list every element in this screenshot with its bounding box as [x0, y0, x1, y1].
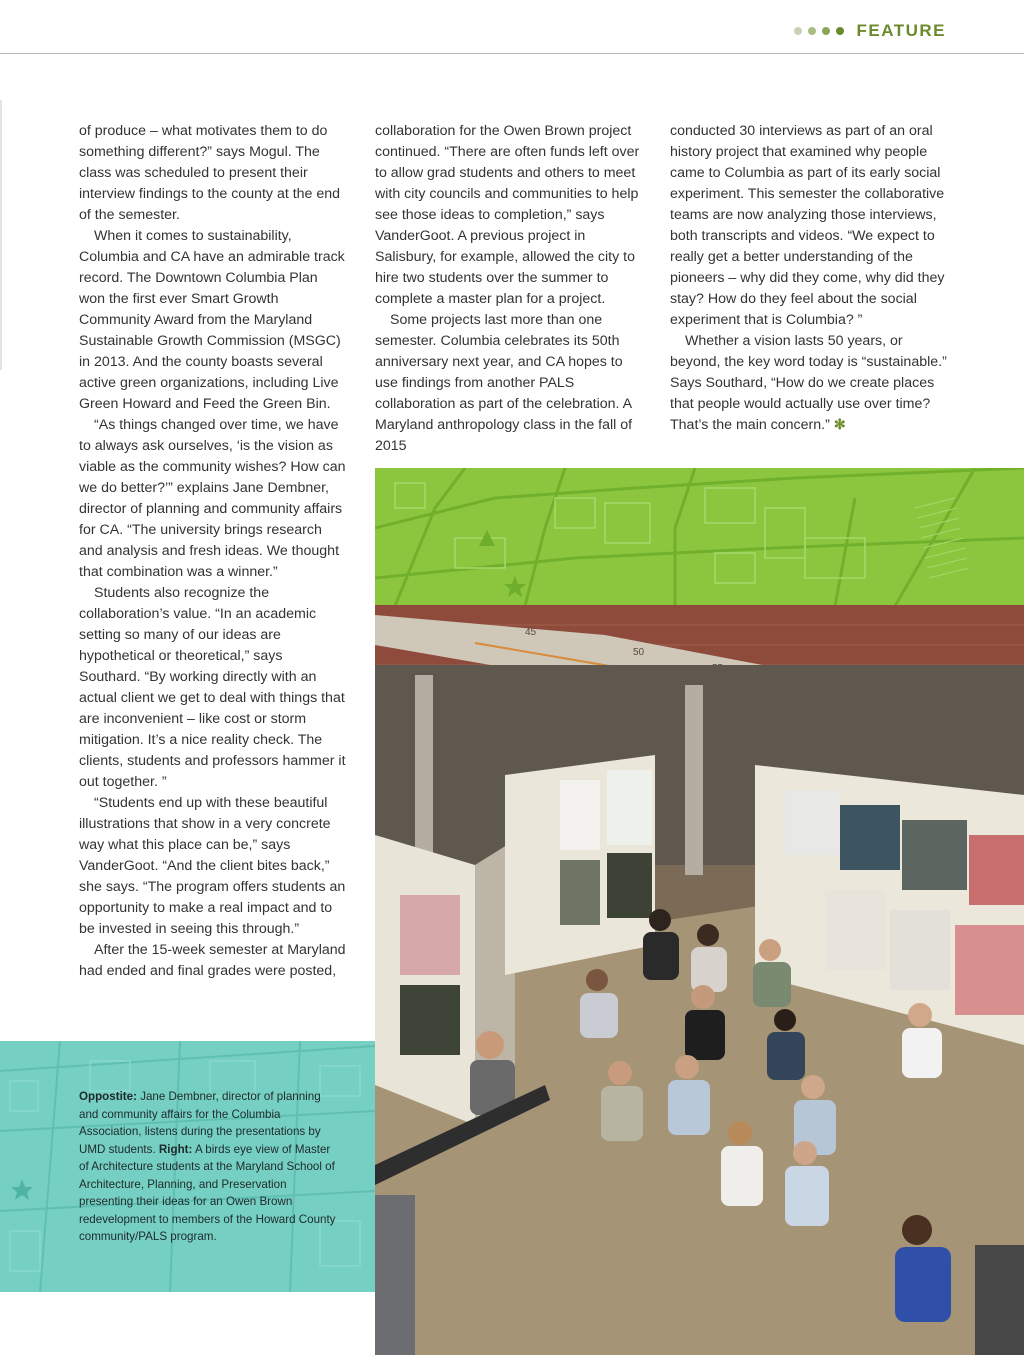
end-mark-icon: ✻: [833, 417, 846, 433]
paragraph: conducted 30 interviews as part of an oral history project that examined why people came to Columbia as part of its early social experiment. This semester the collaborative teams are now analyzing those interviews, both transcripts and videos. “We expect to really get a better understanding of the pioneers – why did they come, why did they stay? How do they feel about the social experiment that is Columbia? ”: [670, 123, 945, 328]
paragraph: [670, 331, 948, 436]
paragraph: collaboration for the Owen Brown project continued. “There are often funds left over to allow grad students and others to meet with city councils and communities to help see those ideas to completion,” says VanderGoot. A previous project in Salisbury, for example, allowed the city to hire two students over the summer to complete a master plan for a project.: [375, 123, 640, 307]
ruler-label: 45: [525, 627, 537, 638]
caption-text-right: A birds eye view of Master of Architecture students at the Maryland School of Architecture, Planning, and Preservation presenting their ideas for an Owen Brown redevelopment to members of the Howard County community/PALS program.: [79, 1142, 336, 1243]
ruler-label: 50: [633, 647, 645, 658]
map-graphic-band: [375, 468, 1024, 606]
decorative-dot-icon: [794, 27, 802, 35]
photo-caption: [79, 1088, 337, 1246]
paragraph-text: Whether a vision lasts 50 years, or beyond, the key word today is “sustainable.” Says Southard, “How do we create places that people would actually use over time? That’s the main concern.”: [670, 333, 947, 433]
paragraph: of produce – what motivates them to do something different?” says Mogul. The class was scheduled to present their interview findings to the county at the end of the semester.: [79, 123, 341, 223]
paragraph: When it comes to sustainability, Columbia and CA have an admirable track record. The Downtown Columbia Plan won the first ever Smart Growth Community Award from the Maryland Sustainable Growth Commission (MSGC) in 2013. And the county boasts several active green organizations, including Live Green Howard and Feed the Green Bin.: [79, 228, 345, 412]
decorative-dot-icon: [808, 27, 816, 35]
article-column-2: [375, 121, 643, 457]
street-map-graphic: [375, 468, 1024, 606]
header-rule: [0, 53, 1024, 54]
section-label: [794, 18, 946, 44]
paragraph: “Students end up with these beautiful illustrations that show in a very concrete way what this place can be,” says VanderGoot. “And the client bites back,” she says. “The program offers students an opportunity to make a real impact and to be invested in seeing this through.”: [79, 795, 346, 937]
article-column-1: [79, 121, 347, 982]
paragraph: Some projects last more than one semester. Columbia celebrates its 50th anniversary next year, and CA hopes to use findings from another PALS collaboration as part of the celebration. A Maryland anthropology class in the fall of 2015: [375, 312, 633, 454]
decorative-dot-icon: [836, 27, 844, 35]
caption-text-opposite: Jane Dembner, director of planning and community affairs for the Columbia Association, listens during the presentations by UMD students.: [79, 1090, 321, 1156]
section-title: FEATURE: [856, 21, 946, 40]
photo-scene-graphic: [375, 605, 1024, 1355]
page-edge-mark: [0, 100, 2, 370]
paragraph: Students also recognize the collaboration’s value. “In an academic setting so many of our ideas are hypothetical or theoretical,” says Southard. “By working directly with an actual client we get to deal with things that are inconvenient – like cost or storm mitigation. It’s a nice reality check. The clients, students and professors hammer it out together. ”: [79, 585, 346, 790]
presentation-photo: [375, 605, 1024, 1355]
decorative-dot-icon: [822, 27, 830, 35]
star-icon: [11, 1179, 33, 1200]
caption-label-right: Right:: [158, 1142, 193, 1156]
paragraph: After the 15-week semester at Maryland had ended and final grades were posted,: [79, 942, 346, 979]
caption-label-opposite: Oppostite:: [79, 1090, 137, 1103]
star-icon: [504, 576, 526, 597]
paragraph: “As things changed over time, we have to always ask ourselves, ‘is the vision as viable as the community wishes? How can we do better?’” explains Jane Dembner, director of planning and community affairs for CA. “The university brings research and analysis and fresh ideas. We thought that combination was a winner.”: [79, 417, 346, 580]
article-column-3: [670, 121, 948, 436]
